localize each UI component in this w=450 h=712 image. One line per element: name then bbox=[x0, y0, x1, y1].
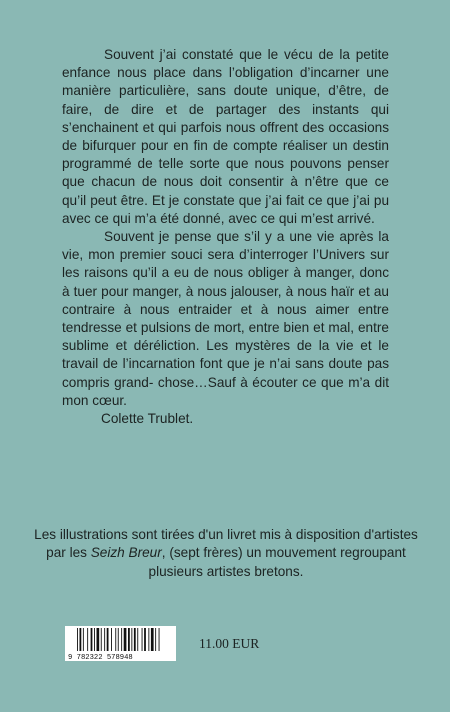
price-label: 11.00 EUR bbox=[199, 636, 260, 651]
barcode-digits: 9 782322 578948 bbox=[68, 654, 133, 661]
credits-text-start: Les illustrations sont tirées d'un livret mis à disposition d'artistes par les bbox=[34, 527, 418, 561]
credits-movement-name: Seizh Breur bbox=[90, 545, 162, 561]
author-signature: Colette Trublet. bbox=[101, 411, 194, 427]
barcode-icon bbox=[65, 626, 176, 661]
paragraph-childhood: Souvent j’ai constaté que le vécu de la petite enfance nous place dans l’obligation d’incarner une manière particulière, sans doute unique, d’être, de faire, de dire et de partager des instants qui s’enchainent et qui parfois nous offrent des occasions de bifurquer pour en fin de compte réaliser un destin programmé de telle sorte que nous pouvons penser que chacun de nous doit consentir à n’être que ce qu’il peut être. Et je constate que j’ai fait ce que j’ai pu avec ce qui m’a été donné, avec ce qui m’est arrivé. bbox=[62, 47, 389, 226]
illustration-credits bbox=[30, 526, 422, 581]
isbn-barcode bbox=[65, 626, 176, 661]
back-cover-text bbox=[62, 46, 389, 428]
paragraph-afterlife: Souvent je pense que s’il y a une vie après la vie, mon premier souci sera d’interroger l’Univers sur les raisons qu’il a eu de nous obliger à manger, donc à tuer pour manger, à nous jalouser, à nous haïr et au contraire à nous entraider et à nous aimer entre tendresse et pulsions de mort, entre bien et mal, entre sublime et déréliction. Les mystères de la vie et le travail de l’incarnation font que je n’ai sans doute pas compris grand- chose…Sauf à écouter ce que m’a dit mon cœur. bbox=[62, 229, 389, 408]
credits-text-end: , (sept frères) un mouvement regroupant plusieurs artistes bretons. bbox=[148, 545, 406, 579]
